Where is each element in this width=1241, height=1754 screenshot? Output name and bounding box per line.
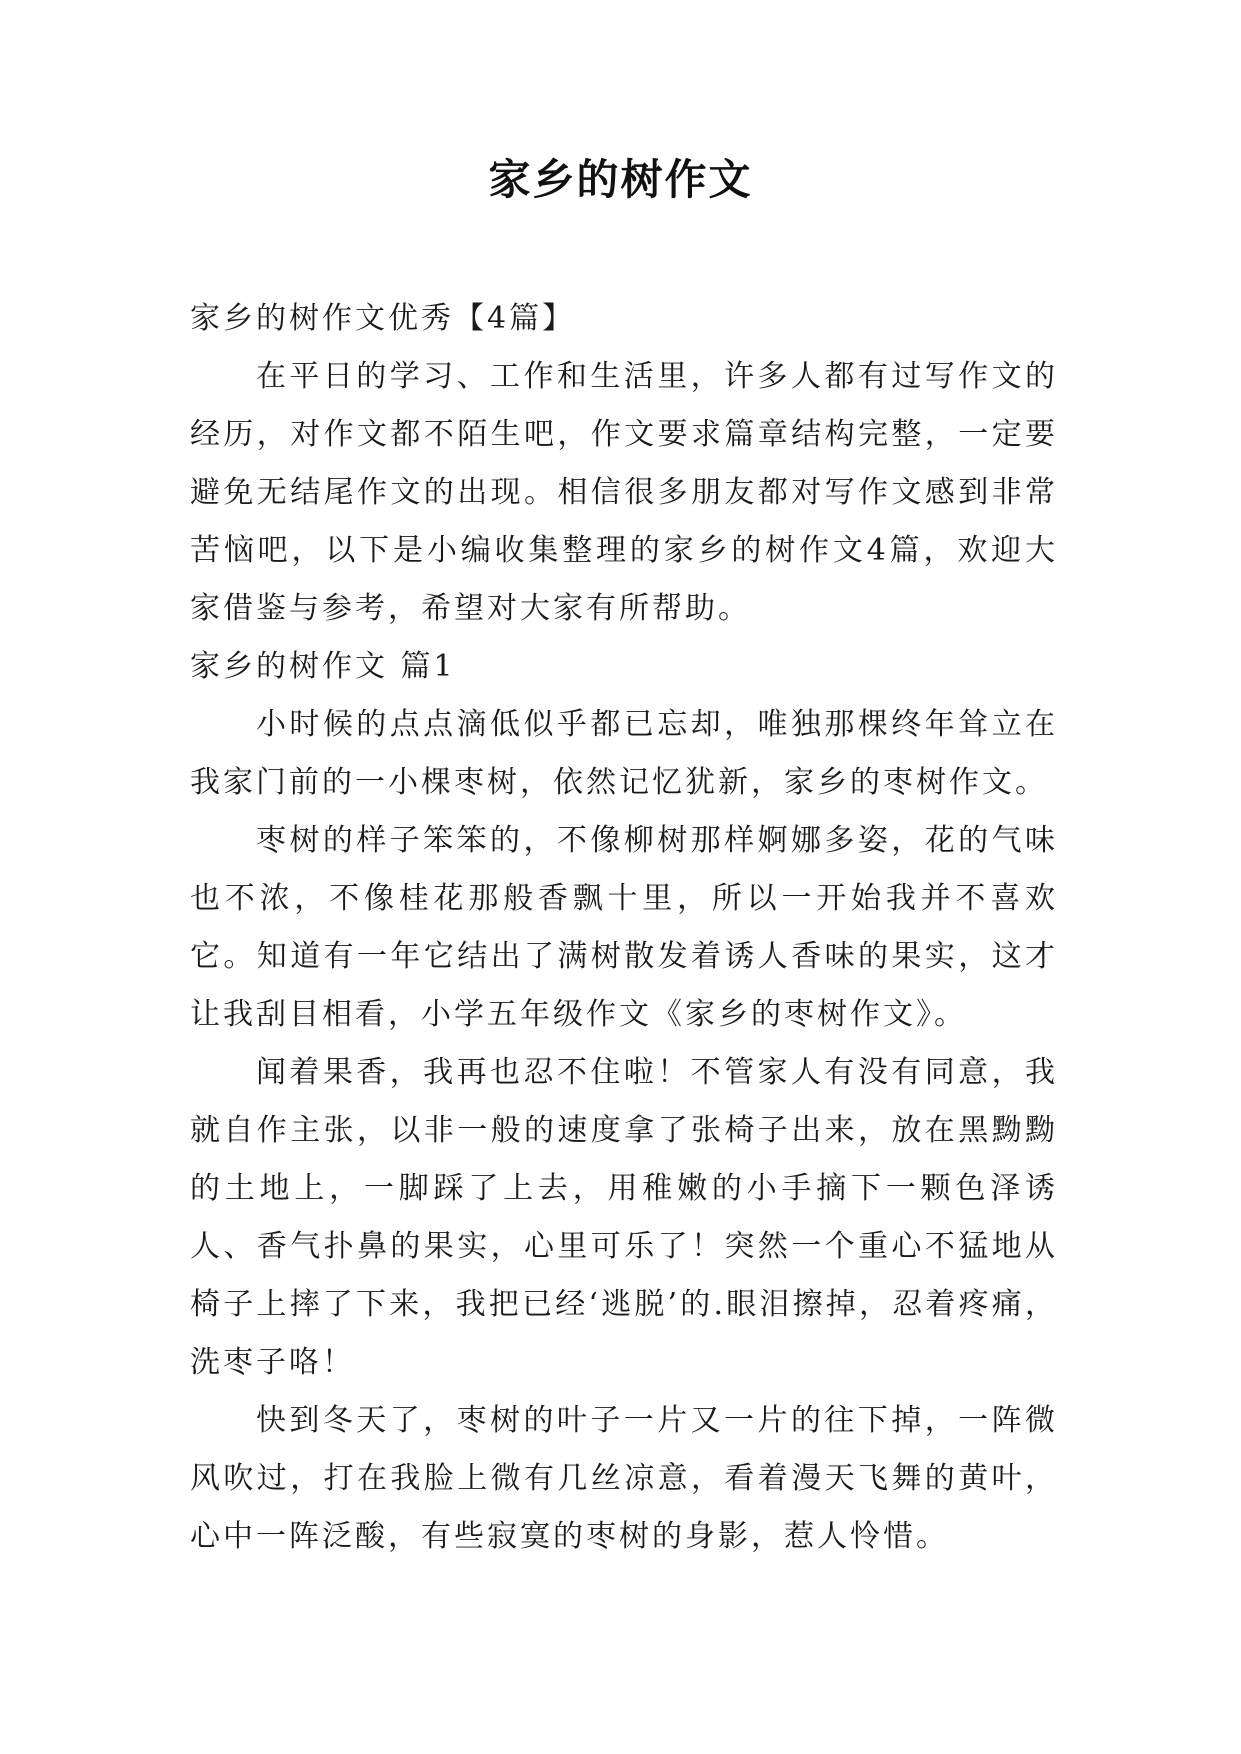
document-title: 家乡的树作文	[488, 155, 753, 204]
document-subtitle: 家乡的树作文优秀【4篇】	[190, 301, 576, 336]
intro-paragraph: 在平日的学习、工作和生活里，许多人都有过写作文的经历，对作文都不陌生吧，作文要求篇章结构完整，一定要避免无结尾作文的出现。相信很多朋友都对写作文感到非常苦恼吧，以下是小编收集整理的家乡的树作文4篇，欢迎大家借鉴与参考，希望对大家有所帮助。	[190, 359, 1058, 626]
document-body	[190, 290, 1058, 1566]
essay-paragraph-4: 快到冬天了，枣树的叶子一片又一片的往下掉，一阵微风吹过，打在我脸上微有几丝凉意，看着漫天飞舞的黄叶，心中一阵泛酸，有些寂寞的枣树的身影，惹人怜惜。	[190, 1403, 1058, 1554]
section-heading: 家乡的树作文 篇1	[190, 649, 456, 684]
essay-paragraph-3: 闻着果香，我再也忍不住啦！不管家人有没有同意，我就自作主张，以非一般的速度拿了张椅子出来，放在黑黝黝的土地上，一脚踩了上去，用稚嫩的小手摘下一颗色泽诱人、香气扑鼻的果实，心里可乐了！突然一个重心不猛地从椅子上摔了下来，我把已经‘逃脱’的.眼泪擦掉，忍着疼痛，洗枣子咯！	[190, 1055, 1058, 1380]
essay-paragraph-2: 枣树的样子笨笨的，不像柳树那样婀娜多姿，花的气味也不浓，不像桂花那般香飘十里，所以一开始我并不喜欢它。知道有一年它结出了满树散发着诱人香味的果实，这才让我刮目相看，小学五年级作文《家乡的枣树作文》。	[190, 823, 1058, 1032]
essay-paragraph-1: 小时候的点点滴低似乎都已忘却，唯独那棵终年耸立在我家门前的一小棵枣树，依然记忆犹新，家乡的枣树作文。	[190, 707, 1058, 800]
